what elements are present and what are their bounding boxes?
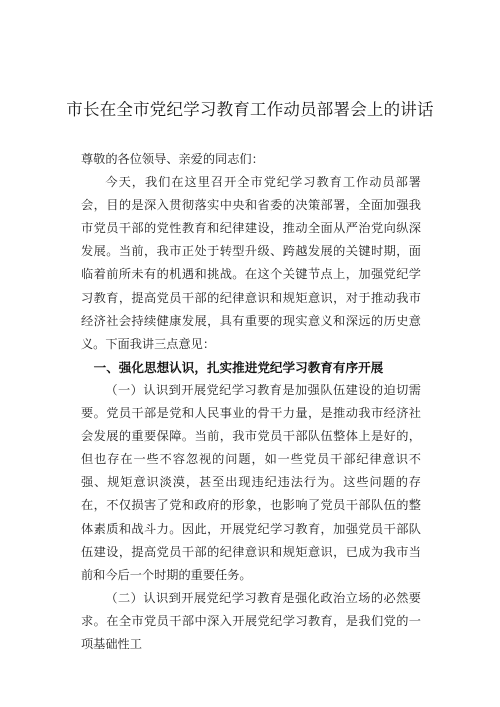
intro-paragraph: 今天，我们在这里召开全市党纪学习教育工作动员部署会，目的是深入贯彻落实中央和省委的决策部署，全面加强我市党员干部的党性教育和纪律建设，推动全面从严治党向纵深发展。当前，我市正处于转型升级、跨越发展的关键时期，面临着前所未有的机遇和挑战。在这个关键节点上，加强党纪学习教育，提高党员干部的纪律意识和规矩意识，对于推动我市经济社会持续健康发展，具有重要的现实意义和深远的历史意义。下面我讲三点意见： (81, 175, 421, 351)
greeting-line: 尊敬的各位领导、亲爱的同志们： (81, 152, 264, 166)
document-body (81, 148, 421, 656)
document-title: 市长在全市党纪学习教育工作动员部署会上的讲话 (66, 100, 434, 119)
paragraph-2: （二）认识到开展党纪学习教育是强化政治立场的必然要求。在全市党员干部中深入开展党纪学习教育，是我们党的一项基础性工 (81, 590, 421, 651)
paragraph-1: （一）认识到开展党纪学习教育是加强队伍建设的迫切需要。党员干部是党和人民事业的骨干力量，是推动我市经济社会发展的重要保障。当前，我市党员干部队伍整体上是好的，但也存在一些不容忽视的问题，如一些党员干部纪律意识不强、规矩意识淡漠，甚至出现违纪违法行为。这些问题的存在，不仅损害了党和政府的形象，也影响了党员干部队伍的整体素质和战斗力。因此，开展党纪学习教育，加强党员干部队伍建设，提高党员干部的纪律意识和规矩意识，已成为我市当前和今后一个时期的重要任务。 (81, 382, 421, 582)
section-heading-1: 一、强化思想认识，扎实推进党纪学习教育有序开展 (93, 359, 384, 375)
